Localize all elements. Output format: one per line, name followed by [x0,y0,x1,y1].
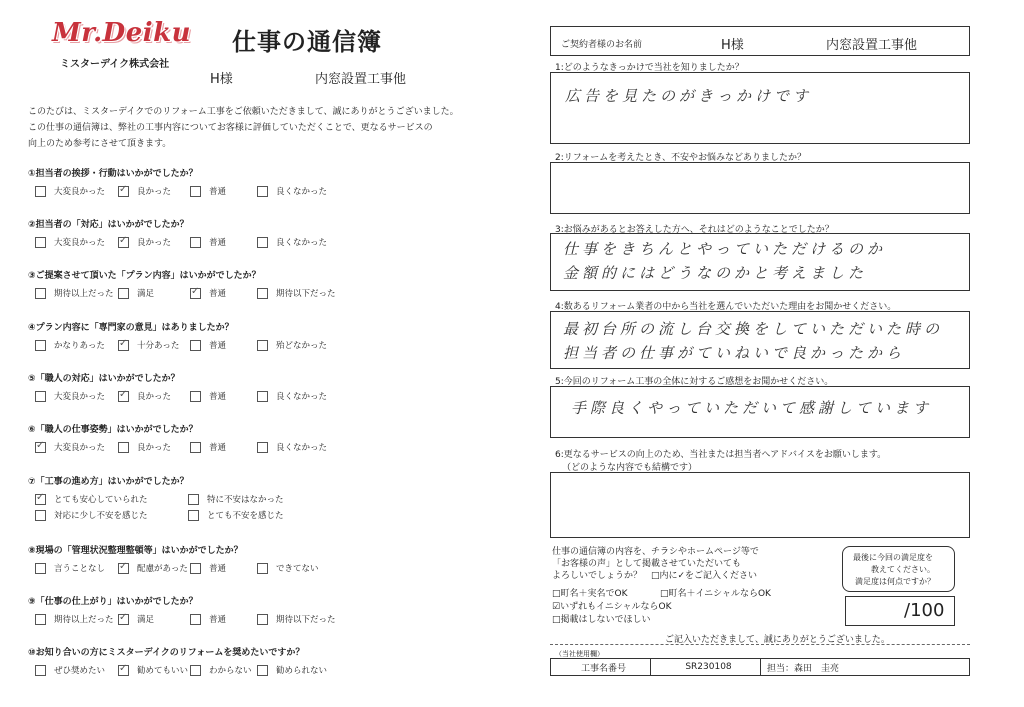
option-label: 配慮があった [137,564,188,574]
question-r3: 3:お悩みがあるとお答えした方へ、それはどのようなことでしたか？ [555,225,834,235]
question-label: ①担当者の挨拶・行動はいかがでしたか？ [28,169,198,179]
answer-text: 手際良くやっていただいて感謝しています [571,399,933,417]
answer-option[interactable] [190,390,226,402]
question-label: ⑩お知り合いの方にミスターデイクのリフォームを奨めたいですか？ [28,648,305,658]
answer-option[interactable] [118,185,171,197]
checkbox[interactable] [190,186,201,197]
company-logo: Mr.Deiku [52,18,192,48]
checkbox[interactable] [257,340,268,351]
checkbox[interactable] [257,186,268,197]
intro-line: このたびは、ミスターデイクでのリフォーム工事をご依頼いただきまして、誠にありがとうございました。 [28,107,459,117]
page-title: 仕事の通信簿 [232,28,382,56]
score-label: 最後に今回の満足度を [853,553,933,562]
option-label: かなりあった [54,341,105,351]
project-name-right: 内窓設置工事他 [826,38,918,53]
answer-option[interactable] [257,390,327,402]
answer-box-r3[interactable] [550,233,970,291]
option-label: 良かった [137,187,172,197]
answer-option[interactable] [257,613,336,625]
answer-option[interactable] [190,339,226,351]
publish-text: よろしいでしょうか？ □内に✓をご記入ください [552,571,758,581]
project-name: 内窓設置工事他 [315,72,407,87]
answer-option[interactable] [35,509,148,521]
checkbox[interactable] [35,510,46,521]
option-label: 普通 [209,238,227,248]
checkbox[interactable] [118,186,129,197]
option-label: 普通 [209,289,227,299]
answer-option[interactable] [35,441,105,453]
answer-option[interactable] [188,509,284,521]
checkbox[interactable] [190,288,201,299]
option-label: できてない [276,564,319,574]
question-r6: 6:更なるサービスの向上のため、当社または担当者へアドバイスをお願いします。 [555,450,887,460]
option-label: 期待以下だった [276,615,336,625]
satisfaction-box [842,546,955,592]
option-label: 期待以上だった [54,289,114,299]
answer-text: 仕事をきちんとやっていただけるのか [563,240,887,258]
checkbox[interactable] [257,391,268,402]
question-label: ②担当者の「対応」はいかがでしたか？ [28,220,189,230]
option-label: とても安心していられた [54,495,148,505]
question-label: ⑤「職人の対応」はいかがでしたか？ [28,374,180,384]
checkbox[interactable] [190,614,201,625]
answer-option[interactable] [35,664,105,676]
option-label: 普通 [209,564,227,574]
answer-option[interactable] [118,613,154,625]
answer-option[interactable] [35,562,105,574]
question-label: ⑧現場の「管理状況整理整頓等」はいかがでしたか？ [28,546,243,556]
answer-option[interactable] [257,441,327,453]
answer-box-r6[interactable] [550,472,970,538]
answer-option[interactable] [118,339,179,351]
checkbox[interactable] [188,494,199,505]
checkbox[interactable] [35,288,46,299]
checkbox[interactable] [190,665,201,676]
option-label: わからない [209,666,252,676]
question-r1: 1:どのようなきっかけで当社を知りましたか？ [555,63,744,73]
option-label: 良くなかった [276,238,328,248]
option-label: とても不安を感じた [207,511,284,521]
answer-option[interactable] [118,664,188,676]
answer-option[interactable] [35,185,105,197]
question-label: ③ご提案させて頂いた「プラン内容」はいかがでしたか？ [28,271,261,281]
answer-option[interactable] [190,613,226,625]
answer-option[interactable] [257,185,327,197]
answer-option[interactable] [118,390,171,402]
score-label: 教えてください。 [871,565,935,574]
checkbox[interactable] [35,442,46,453]
question-label: ④プラン内容に「専門家の意見」はありましたか？ [28,323,234,333]
checkbox[interactable] [257,442,268,453]
option-label: 普通 [209,615,227,625]
option-label: 大変良かった [54,392,106,402]
answer-option[interactable] [35,493,148,505]
answer-option[interactable] [190,287,226,299]
option-label: 言うことなし [54,564,106,574]
answer-option[interactable] [118,287,154,299]
checkbox[interactable] [35,186,46,197]
checkbox[interactable] [257,563,268,574]
staff-name: 担当：森田 圭亮 [767,663,840,674]
answer-option[interactable] [190,441,226,453]
checkbox[interactable] [118,614,129,625]
answer-box-r1[interactable] [550,72,970,144]
answer-text: 最初台所の流し台交換をしていただいた時の [563,320,944,338]
publish-text: 「お客様の声」として掲載させていただいても [552,559,742,569]
option-label: 勧めてもいい [137,666,189,676]
answer-option[interactable] [190,185,226,197]
customer-name: H様 [210,72,233,87]
checkbox[interactable] [188,510,199,521]
score-label: 満足度は何点ですか？ [855,577,935,586]
option-label: 勧められない [276,666,328,676]
checkbox[interactable] [35,563,46,574]
checkbox[interactable] [35,391,46,402]
answer-option[interactable] [190,236,226,248]
score-value: /100 [904,600,945,621]
option-label: 満足 [137,615,155,625]
question-label: ⑦「工事の進め方」はいかがでしたか？ [28,477,189,487]
answer-option[interactable] [257,339,327,351]
company-name: ミスターデイク株式会社 [60,59,170,70]
answer-box-r4[interactable] [550,311,970,369]
question-r5: 5:今回のリフォーム工事の全体に対するご感想をお聞かせください。 [555,377,834,387]
publish-option[interactable]: □掲載はしないでほしい [552,615,651,625]
answer-option[interactable] [118,236,171,248]
checkbox[interactable] [35,494,46,505]
question-label: ⑥「職人の仕事姿勢」はいかがでしたか？ [28,425,198,435]
answer-option[interactable] [35,339,105,351]
answer-text: 担当者の仕事がていねいで良かったから [563,344,906,362]
checkbox[interactable] [190,563,201,574]
option-label: 大変良かった [54,238,106,248]
option-label: 十分あった [137,341,180,351]
job-number-value: SR230108 [651,659,761,675]
answer-option[interactable] [257,287,336,299]
publish-option-checked[interactable]: ☑いずれもイニシャルならOK [552,602,672,612]
customer-name-right: H様 [721,38,744,53]
answer-option[interactable] [188,493,284,505]
option-label: 普通 [209,443,227,453]
option-label: 普通 [209,187,227,197]
publish-option[interactable]: □町名＋イニシャルならOK [660,589,771,599]
answer-option[interactable] [118,441,171,453]
publish-text: 仕事の通信簿の内容を、チラシやホームページ等で [552,547,759,557]
option-label: 対応に少し不安を感じた [54,511,148,521]
checkbox[interactable] [257,614,268,625]
answer-text: 金額的にはどうなのかと考えました [563,264,868,282]
customer-name-box [550,26,970,56]
checkbox[interactable] [118,288,129,299]
office-use-label: （当社使用欄） [555,650,604,658]
option-label: 良かった [137,392,172,402]
option-label: 良くなかった [276,443,328,453]
option-label: 普通 [209,392,227,402]
name-label: ご契約者様のお名前 [561,40,643,50]
divider [550,644,970,645]
answer-option[interactable] [35,390,105,402]
question-label: ⑨「仕事の仕上がり」はいかがでしたか？ [28,597,198,607]
checkbox[interactable] [257,288,268,299]
checkbox[interactable] [257,237,268,248]
checkbox[interactable] [35,665,46,676]
answer-option[interactable] [35,287,114,299]
option-label: 良くなかった [276,392,328,402]
option-label: 良くなかった [276,187,328,197]
checkbox[interactable] [35,340,46,351]
answer-option[interactable] [35,236,105,248]
question-r4: 4:数あるリフォーム業者の中から当社を選んでいただいた理由をお聞かせください。 [555,302,897,312]
option-label: 殆どなかった [276,341,328,351]
checkbox[interactable] [257,665,268,676]
option-label: 特に不安はなかった [207,495,284,505]
checkbox[interactable] [118,442,129,453]
checkbox[interactable] [190,442,201,453]
checkbox[interactable] [35,237,46,248]
option-label: 期待以下だった [276,289,336,299]
answer-option[interactable] [257,562,319,574]
option-label: 大変良かった [54,443,106,453]
answer-option[interactable] [257,664,327,676]
option-label: 普通 [209,341,227,351]
question-r2: 2:リフォームを考えたとき、不安やお悩みなどありましたか？ [555,153,806,163]
intro-line: この仕事の通信簿は、弊社の工事内容についてお客様に評価していただくことで、更なるサービスの [28,123,433,133]
checkbox[interactable] [118,563,129,574]
checkbox[interactable] [118,237,129,248]
checkbox[interactable] [35,614,46,625]
checkbox[interactable] [190,237,201,248]
checkbox[interactable] [190,340,201,351]
answer-option[interactable] [257,236,327,248]
thanks-text: ご記入いただきまして、誠にありがとうございました。 [665,635,890,645]
option-label: 期待以上だった [54,615,114,625]
checkbox[interactable] [118,391,129,402]
answer-text: 広告を見たのがきっかけです [565,87,813,105]
option-label: 満足 [137,289,155,299]
option-label: 大変良かった [54,187,106,197]
answer-option[interactable] [118,562,188,574]
answer-option[interactable] [190,664,252,676]
answer-box-r2[interactable] [550,162,970,214]
checkbox[interactable] [190,391,201,402]
answer-option[interactable] [35,613,114,625]
option-label: ぜひ奨めたい [54,666,106,676]
office-use-table [550,658,970,676]
answer-option[interactable] [190,562,226,574]
option-label: 良かった [137,238,172,248]
answer-box-r5[interactable] [550,386,970,438]
intro-line: 向上のため参考にさせて頂きます。 [28,139,172,149]
checkbox[interactable] [118,665,129,676]
publish-option[interactable]: □町名＋実名でOK [552,589,628,599]
checkbox[interactable] [118,340,129,351]
job-number-label: 工事名番号 [551,659,651,675]
question-r6-note: （どのような内容でも結構です） [562,463,698,473]
option-label: 良かった [137,443,172,453]
score-field[interactable] [845,596,955,626]
